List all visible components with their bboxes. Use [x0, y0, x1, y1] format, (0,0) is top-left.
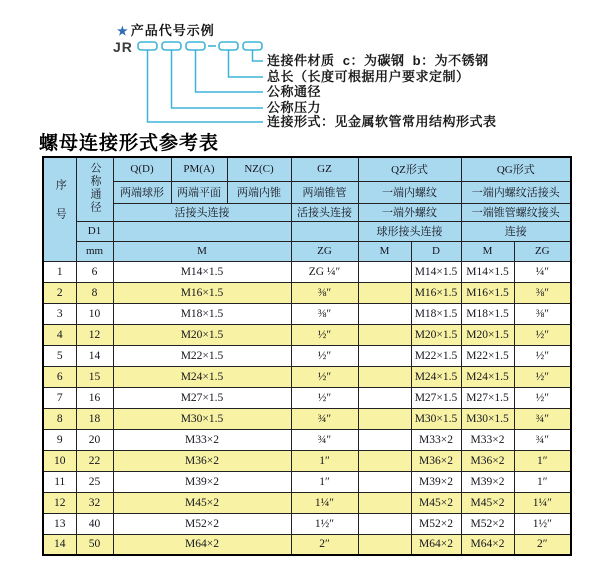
- header-unit-dn: mm: [76, 241, 113, 261]
- cell-qz-m: [358, 534, 411, 555]
- header-conn-gz: 活接头连接: [291, 203, 358, 221]
- cell-gz: 2″: [291, 534, 358, 555]
- cell-m: M14×1.5: [113, 261, 291, 282]
- cell-m: M22×1.5: [113, 345, 291, 366]
- header-d1: D1: [76, 221, 113, 241]
- cell-gz: ¾″: [291, 408, 358, 429]
- cell-qg-zg: 1″: [514, 450, 571, 471]
- cell-seq: 2: [43, 282, 76, 303]
- cell-seq: 5: [43, 345, 76, 366]
- cell-dn: 32: [76, 492, 113, 513]
- header-desc-qg: 一端内螺纹活接头: [461, 181, 571, 203]
- cell-qg-zg: ½″: [514, 324, 571, 345]
- cell-qg-m: M27×1.5: [461, 387, 514, 408]
- header-conn-qz: 一端外螺纹: [358, 203, 461, 221]
- header-desc-q: 两端球形: [113, 181, 171, 203]
- header-col-q: Q(D): [113, 157, 171, 181]
- table-row: [43, 366, 571, 387]
- cell-qg-zg: 1½″: [514, 513, 571, 534]
- diagram-label-pressure: 公称压力: [267, 100, 322, 115]
- cell-seq: 13: [43, 513, 76, 534]
- cell-seq: 7: [43, 387, 76, 408]
- cell-seq: 9: [43, 429, 76, 450]
- cell-seq: 6: [43, 366, 76, 387]
- code-box: [219, 42, 238, 50]
- cell-dn: 22: [76, 450, 113, 471]
- cell-qz-d: M64×2: [411, 534, 461, 555]
- cell-m: M20×1.5: [113, 324, 291, 345]
- cell-qg-zg: ⅜″: [514, 303, 571, 324]
- cell-qg-m: M20×1.5: [461, 324, 514, 345]
- cell-qz-m: [358, 471, 411, 492]
- cell-qg-m: M24×1.5: [461, 366, 514, 387]
- cell-qz-d: M36×2: [411, 450, 461, 471]
- table-row: [43, 345, 571, 366]
- table-row: [43, 450, 571, 471]
- cell-qg-zg: 2″: [514, 534, 571, 555]
- table-row: [43, 492, 571, 513]
- cell-qg-zg: ¾″: [514, 408, 571, 429]
- cell-qg-zg: 1¼″: [514, 492, 571, 513]
- code-box: [243, 42, 262, 50]
- connector-line: [148, 50, 264, 122]
- diagram-label-material: 连接件材质 c：为碳钢 b：为不锈钢: [267, 53, 489, 68]
- cell-qz-d: M20×1.5: [411, 324, 461, 345]
- code-box: [162, 42, 181, 50]
- cell-gz: ⅜″: [291, 303, 358, 324]
- cell-m: M16×1.5: [113, 282, 291, 303]
- header-unit-qz-m: M: [358, 241, 411, 261]
- cell-dn: 10: [76, 303, 113, 324]
- diagram-label-length: 总长（长度可根据用户要求定制）: [267, 69, 470, 84]
- table-row: [43, 261, 571, 282]
- cell-m: M39×2: [113, 471, 291, 492]
- cell-qg-m: M39×2: [461, 471, 514, 492]
- cell-qg-zg: ⅜″: [514, 282, 571, 303]
- nut-connection-table: [42, 156, 572, 556]
- cell-qg-m: M33×2: [461, 429, 514, 450]
- header-col-qz: QZ形式: [358, 157, 461, 181]
- table-row: [43, 408, 571, 429]
- cell-dn: 14: [76, 345, 113, 366]
- cell-qz-m: [358, 261, 411, 282]
- cell-m: M24×1.5: [113, 366, 291, 387]
- cell-dn: 15: [76, 366, 113, 387]
- table-row: [43, 534, 571, 555]
- cell-seq: 10: [43, 450, 76, 471]
- cell-qz-m: [358, 387, 411, 408]
- header-col-gz: GZ: [291, 157, 358, 181]
- cell-dn: 25: [76, 471, 113, 492]
- diagram-label-connection: 连接形式：见金属软管常用结构形式表: [267, 114, 497, 129]
- cell-m: M27×1.5: [113, 387, 291, 408]
- cell-qg-m: M16×1.5: [461, 282, 514, 303]
- cell-gz: ½″: [291, 324, 358, 345]
- cell-qz-m: [358, 513, 411, 534]
- cell-seq: 12: [43, 492, 76, 513]
- header-dn: [76, 157, 113, 221]
- code-prefix: JR: [113, 39, 133, 55]
- cell-qg-m: M52×2: [461, 513, 514, 534]
- cell-qg-m: M64×2: [461, 534, 514, 555]
- cell-m: M18×1.5: [113, 303, 291, 324]
- connector-line: [229, 50, 264, 77]
- header-col-nz: NZ(C): [227, 157, 291, 181]
- cell-qz-d: M30×1.5: [411, 408, 461, 429]
- cell-gz: 1½″: [291, 513, 358, 534]
- cell-qz-d: M27×1.5: [411, 387, 461, 408]
- cell-qz-d: M39×2: [411, 471, 461, 492]
- table-row: [43, 303, 571, 324]
- header-unit-gz: ZG: [291, 241, 358, 261]
- cell-seq: 1: [43, 261, 76, 282]
- header-desc-qz: 一端内螺纹: [358, 181, 461, 203]
- code-box: [138, 42, 157, 50]
- table-title: 螺母连接形式参考表: [39, 132, 220, 154]
- cell-qg-zg: ½″: [514, 366, 571, 387]
- diagram-label-diameter: 公称通径: [267, 84, 322, 99]
- cell-seq: 11: [43, 471, 76, 492]
- cell-dn: 16: [76, 387, 113, 408]
- cell-m: M64×2: [113, 534, 291, 555]
- header-unit-qg-zg: ZG: [514, 241, 571, 261]
- cell-gz: 1″: [291, 450, 358, 471]
- header-seq: [43, 157, 76, 261]
- cell-qg-zg: ½″: [514, 387, 571, 408]
- cell-qz-d: M16×1.5: [411, 282, 461, 303]
- header-conn-qg: 一端锥管螺纹接头: [461, 203, 571, 221]
- header-col-pm: PM(A): [171, 157, 227, 181]
- table-row: [43, 282, 571, 303]
- connector-line: [253, 50, 264, 61]
- cell-m: M30×1.5: [113, 408, 291, 429]
- cell-qz-m: [358, 345, 411, 366]
- header-conn-qpmnz: 活接头连接: [113, 203, 291, 221]
- cell-seq: 8: [43, 408, 76, 429]
- header-empty-qpmnz: [113, 221, 291, 241]
- header-desc-nz: 两端内锥: [227, 181, 291, 203]
- cell-qz-d: M18×1.5: [411, 303, 461, 324]
- cell-qz-m: [358, 282, 411, 303]
- header-conn2-qg: 连接: [461, 221, 571, 241]
- cell-qz-m: [358, 492, 411, 513]
- cell-qg-m: M45×2: [461, 492, 514, 513]
- cell-dn: 18: [76, 408, 113, 429]
- cell-qz-d: M24×1.5: [411, 366, 461, 387]
- cell-m: M52×2: [113, 513, 291, 534]
- cell-qz-d: M22×1.5: [411, 345, 461, 366]
- cell-qz-m: [358, 324, 411, 345]
- header-unit-qg-m: M: [461, 241, 514, 261]
- table-row: [43, 429, 571, 450]
- table-row: [43, 324, 571, 345]
- header-conn2-qz: 球形接头连接: [358, 221, 461, 241]
- table-row: [43, 513, 571, 534]
- cell-m: M45×2: [113, 492, 291, 513]
- diagram-heading-text: 产品代号示例: [130, 23, 215, 38]
- cell-qz-d: M14×1.5: [411, 261, 461, 282]
- cell-dn: 12: [76, 324, 113, 345]
- cell-qg-m: M14×1.5: [461, 261, 514, 282]
- cell-gz: 1¼″: [291, 492, 358, 513]
- cell-qg-m: M36×2: [461, 450, 514, 471]
- cell-m: M33×2: [113, 429, 291, 450]
- header-seq-label: 序号: [54, 178, 67, 237]
- cell-qz-m: [358, 408, 411, 429]
- cell-qg-zg: ½″: [514, 345, 571, 366]
- header-desc-pm: 两端平面: [171, 181, 227, 203]
- cell-qg-zg: 1″: [514, 471, 571, 492]
- cell-gz: ½″: [291, 387, 358, 408]
- cell-qg-m: M18×1.5: [461, 303, 514, 324]
- cell-qz-m: [358, 366, 411, 387]
- cell-seq: 4: [43, 324, 76, 345]
- header-desc-gz: 两端锥管: [291, 181, 358, 203]
- cell-qz-m: [358, 450, 411, 471]
- cell-dn: 20: [76, 429, 113, 450]
- code-box: [186, 42, 205, 50]
- header-unit-m: M: [113, 241, 291, 261]
- cell-dn: 6: [76, 261, 113, 282]
- cell-qg-m: M30×1.5: [461, 408, 514, 429]
- cell-qg-zg: ¼″: [514, 261, 571, 282]
- cell-qg-m: M22×1.5: [461, 345, 514, 366]
- star-icon: ★: [117, 24, 129, 38]
- cell-gz: ½″: [291, 366, 358, 387]
- cell-qg-zg: ¾″: [514, 429, 571, 450]
- cell-dn: 50: [76, 534, 113, 555]
- cell-qz-d: M33×2: [411, 429, 461, 450]
- cell-seq: 3: [43, 303, 76, 324]
- cell-qz-d: M52×2: [411, 513, 461, 534]
- cell-gz: 1″: [291, 471, 358, 492]
- cell-gz: ¾″: [291, 429, 358, 450]
- cell-qz-d: M45×2: [411, 492, 461, 513]
- header-col-qg: QG形式: [461, 157, 571, 181]
- header-unit-qz-d: D: [411, 241, 461, 261]
- cell-gz: ⅜″: [291, 282, 358, 303]
- cell-qz-m: [358, 303, 411, 324]
- cell-gz: ZG ¼″: [291, 261, 358, 282]
- cell-seq: 14: [43, 534, 76, 555]
- cell-dn: 8: [76, 282, 113, 303]
- cell-gz: ½″: [291, 345, 358, 366]
- header-dn-label: 公称通径: [89, 161, 101, 214]
- connector-line: [172, 50, 264, 108]
- cell-dn: 40: [76, 513, 113, 534]
- cell-m: M36×2: [113, 450, 291, 471]
- table-row: [43, 471, 571, 492]
- table-row: [43, 387, 571, 408]
- cell-qz-m: [358, 429, 411, 450]
- header-empty-gz: [291, 221, 358, 241]
